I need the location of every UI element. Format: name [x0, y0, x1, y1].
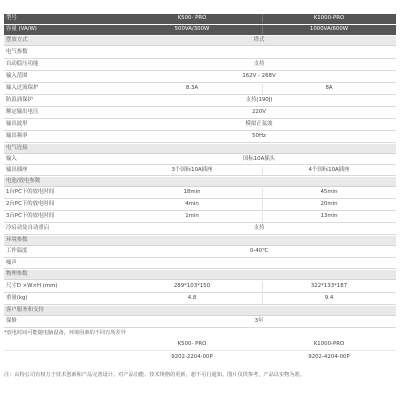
- row-value: 0-40℃: [249, 248, 269, 255]
- row-label: 输出频率: [6, 133, 28, 140]
- row-value: 支持(190J): [245, 97, 273, 104]
- placement-label: 摆放方式: [6, 36, 28, 43]
- section-title: 电气参数: [6, 49, 28, 56]
- rated-output-row: [4, 108, 396, 119]
- row-value: 支持: [253, 61, 265, 68]
- model-label: 型号: [6, 14, 17, 21]
- row-label: 工作温度: [6, 248, 28, 255]
- row-value: 162V - 268V: [242, 73, 276, 80]
- model-k500: K500- PRO: [177, 14, 207, 21]
- row-value: 3年: [254, 318, 264, 325]
- code-number-k1000: 9202-4204-00P: [308, 354, 350, 361]
- row-value-k500: 3个国标10A插座: [171, 166, 213, 173]
- connection-section-title: [4, 144, 396, 154]
- placement-value: 塔式: [253, 36, 265, 43]
- temperature-row: [4, 247, 396, 258]
- row-value-k1000: 45min: [320, 189, 338, 196]
- row-label: 噪声: [6, 259, 17, 266]
- row-label: 输出插座: [6, 166, 28, 173]
- noise-row: [4, 259, 396, 269]
- row-value: 220V: [252, 109, 266, 116]
- input-row: [4, 155, 396, 165]
- size-row: [4, 281, 396, 293]
- auto-restart-row: [4, 60, 396, 71]
- row-value: 国标10A插头: [242, 155, 276, 162]
- battery-3pc-row: [4, 212, 396, 223]
- weight-row: [4, 294, 396, 305]
- environment-section-title: [4, 236, 396, 246]
- row-label: 输入范围: [6, 73, 28, 80]
- overcurrent-row: [4, 84, 396, 95]
- row-value-k1000: 13min: [320, 213, 338, 220]
- row-value-k1000: 322*133*187: [310, 282, 348, 289]
- code-number-row: [4, 352, 396, 364]
- frequency-row: [4, 132, 396, 143]
- row-label: 输入: [6, 155, 17, 162]
- physical-section-title: [4, 270, 396, 280]
- code-number-k500: 9202-2204-00P: [171, 354, 213, 361]
- section-title: 物理参数: [6, 270, 28, 277]
- row-value-k500: 4min: [185, 201, 199, 208]
- battery-2pc-row: [4, 200, 396, 211]
- electrical-section-title: [4, 48, 396, 59]
- row-value-k1000: 4个国标10A插座: [308, 166, 350, 173]
- warranty-row: [4, 317, 396, 328]
- row-value: 50Hz: [252, 133, 266, 140]
- row-value: 模拟正弦波: [245, 121, 273, 128]
- placement-row: [4, 36, 396, 46]
- capacity-label: 容量 (VA/W): [6, 25, 37, 32]
- waveform-row: [4, 120, 396, 131]
- row-label: 保修: [6, 318, 17, 325]
- battery-section-title: [4, 177, 396, 187]
- capacity-row: [4, 25, 396, 35]
- row-label: 自动稳压功能: [6, 61, 39, 68]
- code-model-k500: K500- PRO: [177, 340, 207, 347]
- capacity-k1000: 1000VA/600W: [309, 25, 349, 32]
- code-model-row: [4, 339, 396, 351]
- row-label: 输入过流保护: [6, 85, 39, 92]
- row-value-k1000: 8A: [325, 85, 333, 92]
- section-title: 电池/放电参数: [6, 177, 41, 184]
- row-label: 输出波形: [6, 121, 28, 128]
- section-title: 电气连接: [6, 144, 28, 151]
- capacity-k500: 500VA/300W: [174, 25, 210, 32]
- row-value-k500: 8.3A: [185, 85, 199, 92]
- row-label: 重量(kg): [6, 295, 28, 302]
- service-section-title: [4, 306, 396, 316]
- row-value: 支持: [253, 225, 265, 232]
- row-label: 冷启动及自动重启: [6, 225, 50, 232]
- footnote: *放电时间可能随电脑设备，环境因素的不同有所差异: [4, 330, 126, 336]
- input-range-row: [4, 72, 396, 83]
- output-socket-row: [4, 166, 396, 176]
- row-value: [122, 259, 396, 268]
- row-label: 额定输出电压: [6, 109, 39, 116]
- row-value-k500: 1min: [185, 213, 199, 220]
- row-label: 3台PC下的放电时间: [6, 213, 55, 220]
- model-k1000: K1000-PRO: [313, 14, 345, 21]
- row-value-k1000: 20min: [320, 201, 338, 208]
- surge-row: [4, 96, 396, 107]
- row-value-k500: 4.8: [187, 295, 197, 302]
- disclaimer: 注：山特公司有权力于技术创新和产品完善设计。对产品功能、技术规格的更新，恕不另行通知。图片仅供参考，产品以实物为准。: [4, 372, 305, 378]
- row-value-k500: 289*103*150: [173, 282, 211, 289]
- section-title: 环境参数: [6, 236, 28, 243]
- section-title: 客户服务和支持: [6, 306, 44, 313]
- row-value-k1000: 9.4: [324, 295, 334, 302]
- battery-1pc-row: [4, 188, 396, 199]
- code-model-k1000: K1000-PRO: [313, 340, 345, 347]
- row-label: 防浪涌保护: [6, 97, 33, 104]
- cold-start-row: [4, 224, 396, 235]
- row-label: 1台PC下的放电时间: [6, 189, 55, 196]
- row-label: 2台PC下的放电时间: [6, 201, 55, 208]
- model-row: [4, 14, 396, 24]
- row-value-k500: 18min: [183, 189, 201, 196]
- row-label: 尺寸D ×W×H (mm): [6, 282, 58, 289]
